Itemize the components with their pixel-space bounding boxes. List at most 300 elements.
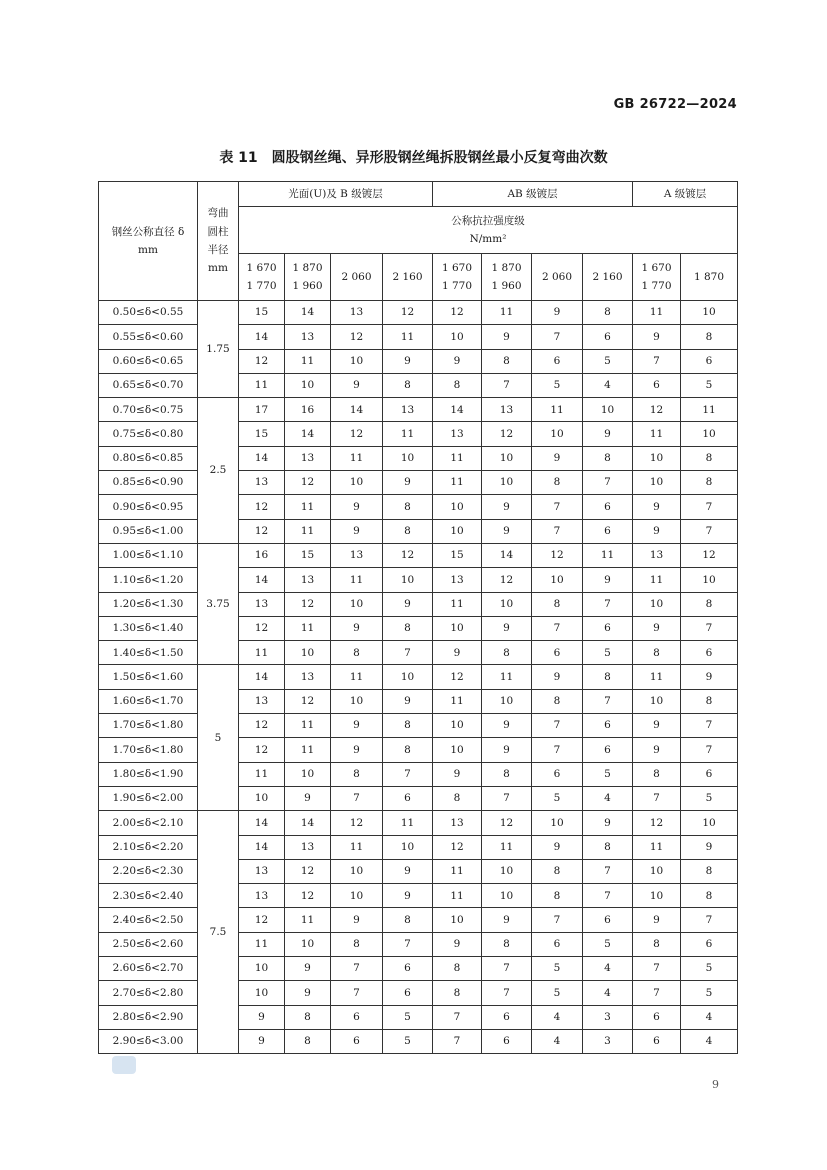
bend-count-cell: 10: [482, 592, 532, 616]
bend-count-cell: 11: [285, 738, 331, 762]
bend-count-cell: 5: [681, 786, 738, 810]
header-diameter: [99, 182, 198, 301]
bend-count-cell: 9: [433, 762, 482, 786]
bend-count-cell: 10: [285, 762, 331, 786]
bend-count-cell: 5: [681, 373, 738, 397]
bend-count-cell: 9: [239, 1029, 285, 1053]
strength-grade-value: 1 870: [491, 261, 522, 274]
bend-count-cell: 11: [285, 714, 331, 738]
bend-count-cell: 4: [681, 1029, 738, 1053]
strength-grade-value: 1 670: [246, 261, 277, 274]
bend-count-cell: 8: [383, 373, 433, 397]
bend-count-cell: 15: [285, 543, 331, 567]
header-strength-grade: [633, 254, 681, 301]
bend-count-cell: 7: [433, 1029, 482, 1053]
bend-count-cell: 11: [633, 568, 681, 592]
bend-count-cell: 6: [681, 762, 738, 786]
bend-count-cell: 7: [681, 738, 738, 762]
bend-count-cell: 12: [239, 714, 285, 738]
bend-count-cell: 7: [681, 495, 738, 519]
bend-count-cell: 5: [583, 349, 633, 373]
bend-count-cell: 5: [532, 786, 583, 810]
bend-count-cell: 9: [532, 301, 583, 325]
header-strength-unit: N/mm²: [469, 233, 507, 245]
bend-count-cell: 14: [239, 665, 285, 689]
diameter-range-cell: 0.70≤δ<0.75: [99, 398, 198, 422]
bend-count-cell: 9: [583, 422, 633, 446]
bend-count-cell: 9: [583, 568, 633, 592]
bend-count-cell: 9: [583, 811, 633, 835]
bend-count-cell: 12: [239, 908, 285, 932]
bend-count-cell: 11: [681, 398, 738, 422]
diameter-range-cell: 2.30≤δ<2.40: [99, 884, 198, 908]
bend-count-cell: 7: [532, 495, 583, 519]
bend-count-cell: 9: [331, 519, 383, 543]
bend-count-cell: 12: [239, 519, 285, 543]
bend-count-cell: 9: [331, 373, 383, 397]
bend-count-cell: 8: [285, 1029, 331, 1053]
diameter-range-cell: 0.85≤δ<0.90: [99, 471, 198, 495]
bend-count-cell: 10: [681, 568, 738, 592]
bend-count-cell: 6: [532, 641, 583, 665]
bend-count-cell: 12: [482, 568, 532, 592]
bend-count-cell: 7: [633, 349, 681, 373]
bend-count-cell: 8: [331, 641, 383, 665]
diameter-range-cell: 1.80≤δ<1.90: [99, 762, 198, 786]
bend-count-cell: 7: [532, 616, 583, 640]
bend-count-cell: 7: [633, 786, 681, 810]
bend-count-cell: 10: [633, 689, 681, 713]
bend-count-cell: 10: [331, 859, 383, 883]
bend-count-cell: 14: [433, 398, 482, 422]
bend-count-cell: 5: [583, 932, 633, 956]
table-row: [99, 786, 738, 810]
bend-count-cell: 11: [383, 325, 433, 349]
bend-count-cell: 10: [331, 349, 383, 373]
bend-count-cell: 8: [532, 689, 583, 713]
bend-count-cell: 6: [583, 908, 633, 932]
diameter-range-cell: 2.20≤δ<2.30: [99, 859, 198, 883]
bend-count-cell: 13: [285, 835, 331, 859]
bend-count-cell: 7: [681, 616, 738, 640]
bend-count-cell: 9: [433, 349, 482, 373]
bend-count-cell: 9: [633, 325, 681, 349]
header-diameter-line1: 钢丝公称直径 δ: [111, 225, 185, 238]
bend-count-cell: 11: [285, 616, 331, 640]
bend-count-cell: 11: [482, 301, 532, 325]
table-row: [99, 714, 738, 738]
bend-count-cell: 6: [532, 762, 583, 786]
diameter-range-cell: 0.95≤δ<1.00: [99, 519, 198, 543]
table-row: [99, 325, 738, 349]
diameter-range-cell: 1.70≤δ<1.80: [99, 714, 198, 738]
bend-count-cell: 12: [285, 884, 331, 908]
header-strength-grade: [383, 254, 433, 301]
bend-count-cell: 9: [331, 616, 383, 640]
diameter-range-cell: 2.80≤δ<2.90: [99, 1005, 198, 1029]
bend-count-cell: 9: [633, 908, 681, 932]
bend-count-cell: 11: [633, 835, 681, 859]
bend-count-cell: 6: [331, 1029, 383, 1053]
bend-radius-cell: 3.75: [198, 543, 239, 664]
bend-count-cell: 6: [583, 519, 633, 543]
bend-count-cell: 8: [482, 349, 532, 373]
bend-count-cell: 14: [239, 568, 285, 592]
bend-count-cell: 7: [482, 957, 532, 981]
diameter-range-cell: 1.50≤δ<1.60: [99, 665, 198, 689]
diameter-range-cell: 0.55≤δ<0.60: [99, 325, 198, 349]
bend-count-cell: 12: [433, 665, 482, 689]
table-row: [99, 543, 738, 567]
standard-code: GB 26722—2024: [613, 97, 737, 112]
bend-count-cell: 10: [482, 859, 532, 883]
bend-count-cell: 10: [633, 471, 681, 495]
bend-count-cell: 5: [583, 762, 633, 786]
table-row: [99, 398, 738, 422]
bend-count-cell: 9: [433, 932, 482, 956]
bend-count-cell: 11: [285, 495, 331, 519]
bend-count-cell: 11: [331, 665, 383, 689]
bend-count-cell: 12: [239, 738, 285, 762]
bend-count-cell: 10: [433, 616, 482, 640]
bend-count-cell: 8: [331, 762, 383, 786]
bend-count-table: [98, 181, 738, 1054]
bend-count-cell: 12: [633, 398, 681, 422]
bend-count-cell: 12: [482, 811, 532, 835]
bend-count-cell: 5: [532, 957, 583, 981]
bend-count-cell: 11: [239, 373, 285, 397]
bend-count-cell: 12: [331, 422, 383, 446]
strength-grade-value: 1 870: [292, 261, 323, 274]
header-diameter-unit: mm: [138, 244, 158, 256]
table-row: [99, 446, 738, 470]
bend-count-cell: 10: [433, 495, 482, 519]
bend-count-cell: 9: [532, 446, 583, 470]
bend-count-cell: 8: [383, 495, 433, 519]
bend-count-cell: 7: [681, 714, 738, 738]
bend-count-cell: 12: [285, 592, 331, 616]
bend-count-cell: 9: [331, 495, 383, 519]
bend-count-cell: 7: [583, 689, 633, 713]
bend-count-cell: 14: [482, 543, 532, 567]
bend-count-cell: 10: [331, 689, 383, 713]
bend-count-cell: 6: [633, 1029, 681, 1053]
bend-count-cell: 11: [383, 422, 433, 446]
bend-count-cell: 11: [331, 568, 383, 592]
bend-count-cell: 10: [681, 422, 738, 446]
bend-count-cell: 7: [583, 471, 633, 495]
bend-count-cell: 13: [633, 543, 681, 567]
bend-count-cell: 9: [285, 957, 331, 981]
diameter-range-cell: 0.65≤δ<0.70: [99, 373, 198, 397]
strength-grade-value: 1 870: [693, 270, 725, 283]
bend-count-cell: 13: [331, 301, 383, 325]
bend-count-cell: 11: [633, 422, 681, 446]
bend-count-cell: 5: [681, 957, 738, 981]
header-strength-grade: [681, 254, 738, 301]
bend-count-cell: 9: [383, 884, 433, 908]
bend-count-cell: 10: [482, 689, 532, 713]
bend-radius-cell: 7.5: [198, 811, 239, 1054]
bend-count-cell: 12: [433, 301, 482, 325]
bend-count-cell: 13: [285, 446, 331, 470]
table-row: [99, 495, 738, 519]
bend-count-cell: 8: [285, 1005, 331, 1029]
table-row: [99, 811, 738, 835]
bend-count-cell: 6: [482, 1029, 532, 1053]
bend-count-cell: 8: [583, 446, 633, 470]
bend-count-cell: 10: [681, 811, 738, 835]
bend-count-cell: 9: [482, 738, 532, 762]
bend-count-cell: 16: [239, 543, 285, 567]
bend-count-cell: 9: [331, 738, 383, 762]
diameter-range-cell: 1.30≤δ<1.40: [99, 616, 198, 640]
bend-count-cell: 7: [532, 908, 583, 932]
bend-count-cell: 10: [532, 422, 583, 446]
bend-count-cell: 13: [331, 543, 383, 567]
bend-count-cell: 5: [532, 981, 583, 1005]
bend-count-cell: 10: [633, 446, 681, 470]
header-radius-line3: 半径: [207, 244, 229, 256]
bend-count-cell: 5: [583, 641, 633, 665]
strength-grade-value: 1 960: [292, 280, 323, 292]
table-row: [99, 981, 738, 1005]
bend-count-cell: 9: [331, 714, 383, 738]
header-strength-grade: [482, 254, 532, 301]
bend-count-cell: 10: [433, 714, 482, 738]
strength-grade-value: 1 670: [441, 261, 473, 274]
diameter-range-cell: 2.40≤δ<2.50: [99, 908, 198, 932]
bend-count-cell: 7: [583, 859, 633, 883]
bend-count-cell: 11: [633, 665, 681, 689]
diameter-range-cell: 0.80≤δ<0.85: [99, 446, 198, 470]
bend-count-cell: 4: [532, 1005, 583, 1029]
table-row: [99, 301, 738, 325]
bend-count-cell: 9: [532, 665, 583, 689]
bend-count-cell: 8: [383, 908, 433, 932]
bend-count-cell: 10: [482, 884, 532, 908]
strength-grade-value: 1 960: [491, 280, 522, 292]
bend-count-cell: 8: [331, 932, 383, 956]
bend-count-cell: 7: [532, 738, 583, 762]
bend-count-cell: 6: [532, 932, 583, 956]
bend-count-cell: 9: [633, 495, 681, 519]
header-group-u-b: 光面(U)及 B 级镀层: [239, 182, 433, 207]
diameter-range-cell: 0.60≤δ<0.65: [99, 349, 198, 373]
diameter-range-cell: 2.60≤δ<2.70: [99, 957, 198, 981]
bend-count-cell: 12: [681, 543, 738, 567]
bend-count-cell: 6: [633, 1005, 681, 1029]
bend-count-cell: 11: [239, 762, 285, 786]
bend-count-cell: 12: [285, 689, 331, 713]
bend-count-cell: 7: [383, 762, 433, 786]
bend-count-cell: 12: [383, 543, 433, 567]
bend-count-cell: 10: [633, 592, 681, 616]
bend-count-cell: 6: [583, 495, 633, 519]
header-strength-grade: [239, 254, 285, 301]
bend-count-cell: 5: [532, 373, 583, 397]
bend-count-cell: 8: [532, 884, 583, 908]
bend-count-cell: 5: [681, 981, 738, 1005]
bend-count-cell: 13: [239, 859, 285, 883]
bend-count-cell: 4: [583, 373, 633, 397]
bend-radius-cell: 5: [198, 665, 239, 811]
header-strength-line1: 公称抗拉强度级: [451, 214, 525, 227]
bend-count-cell: 8: [681, 446, 738, 470]
bend-count-cell: 7: [331, 981, 383, 1005]
bend-count-cell: 8: [633, 762, 681, 786]
header-strength-grade: [583, 254, 633, 301]
bend-count-cell: 12: [633, 811, 681, 835]
bend-count-cell: 7: [331, 957, 383, 981]
bend-count-cell: 7: [583, 884, 633, 908]
diameter-range-cell: 1.20≤δ<1.30: [99, 592, 198, 616]
header-strength-grade: [285, 254, 331, 301]
bend-count-cell: 11: [331, 835, 383, 859]
table-title: 表 11 圆股钢丝绳、异形股钢丝绳拆股钢丝最小反复弯曲次数: [219, 150, 608, 166]
bend-count-cell: 10: [331, 884, 383, 908]
bend-count-cell: 14: [285, 811, 331, 835]
header-strength-grade: [331, 254, 383, 301]
bend-count-cell: 11: [285, 349, 331, 373]
bend-count-cell: 12: [239, 349, 285, 373]
bend-count-cell: 13: [239, 884, 285, 908]
bend-count-cell: 8: [383, 738, 433, 762]
bend-count-cell: 7: [433, 1005, 482, 1029]
bend-count-cell: 9: [482, 714, 532, 738]
bend-count-cell: 16: [285, 398, 331, 422]
table-row: [99, 349, 738, 373]
bend-count-cell: 9: [383, 689, 433, 713]
bend-count-cell: 10: [633, 859, 681, 883]
bend-count-cell: 9: [633, 616, 681, 640]
bend-count-cell: 10: [285, 932, 331, 956]
diameter-range-cell: 2.70≤δ<2.80: [99, 981, 198, 1005]
bend-count-cell: 12: [331, 811, 383, 835]
bend-count-cell: 7: [331, 786, 383, 810]
bend-count-cell: 14: [239, 446, 285, 470]
bend-count-cell: 12: [239, 616, 285, 640]
strength-grade-value: 1 770: [441, 280, 473, 292]
page-number: 9: [712, 1078, 719, 1091]
bend-count-cell: 7: [532, 714, 583, 738]
bend-count-cell: 7: [583, 592, 633, 616]
bend-count-cell: 9: [383, 349, 433, 373]
bend-count-cell: 6: [681, 349, 738, 373]
bend-count-cell: 13: [482, 398, 532, 422]
table-row: [99, 689, 738, 713]
bend-count-cell: 11: [433, 592, 482, 616]
bend-count-cell: 13: [433, 568, 482, 592]
bend-count-cell: 7: [532, 325, 583, 349]
bend-count-cell: 6: [383, 981, 433, 1005]
bend-count-cell: 8: [383, 519, 433, 543]
bend-count-cell: 9: [681, 665, 738, 689]
bend-count-cell: 14: [285, 301, 331, 325]
bend-count-cell: 8: [532, 471, 583, 495]
bend-count-cell: 11: [239, 932, 285, 956]
bend-count-cell: 13: [285, 665, 331, 689]
bend-count-cell: 8: [633, 932, 681, 956]
bend-count-cell: 7: [482, 373, 532, 397]
bend-count-cell: 9: [482, 325, 532, 349]
bend-count-cell: 8: [532, 859, 583, 883]
bend-count-cell: 10: [383, 665, 433, 689]
diameter-range-cell: 2.90≤δ<3.00: [99, 1029, 198, 1053]
diameter-range-cell: 0.90≤δ<0.95: [99, 495, 198, 519]
bend-count-cell: 12: [532, 543, 583, 567]
diameter-range-cell: 0.75≤δ<0.80: [99, 422, 198, 446]
bend-count-cell: 8: [583, 301, 633, 325]
header-radius-unit: mm: [208, 262, 228, 275]
bend-count-cell: 8: [433, 786, 482, 810]
bend-count-cell: 9: [681, 835, 738, 859]
bend-count-cell: 14: [239, 835, 285, 859]
bend-count-cell: 9: [482, 616, 532, 640]
strength-grade-value: 2 160: [592, 270, 623, 283]
diameter-range-cell: 2.50≤δ<2.60: [99, 932, 198, 956]
bend-count-cell: 15: [433, 543, 482, 567]
bend-count-cell: 8: [681, 859, 738, 883]
bend-count-cell: 9: [285, 786, 331, 810]
bend-count-cell: 11: [433, 446, 482, 470]
header-strength-grade: [532, 254, 583, 301]
bend-count-cell: 8: [681, 325, 738, 349]
bend-count-cell: 9: [482, 908, 532, 932]
table-row: [99, 1005, 738, 1029]
bend-count-cell: 10: [583, 398, 633, 422]
bend-count-cell: 12: [433, 835, 482, 859]
table-row: [99, 957, 738, 981]
bend-count-cell: 10: [239, 981, 285, 1005]
bend-count-cell: 9: [633, 738, 681, 762]
bend-count-cell: 8: [681, 592, 738, 616]
bend-count-cell: 10: [331, 592, 383, 616]
table-row: [99, 592, 738, 616]
bend-count-cell: 14: [285, 422, 331, 446]
bend-count-cell: 11: [433, 884, 482, 908]
bend-count-cell: 8: [532, 592, 583, 616]
bend-count-cell: 8: [681, 884, 738, 908]
diameter-range-cell: 2.00≤δ<2.10: [99, 811, 198, 835]
bend-count-cell: 6: [532, 349, 583, 373]
bend-count-cell: 10: [633, 884, 681, 908]
bend-count-cell: 8: [482, 932, 532, 956]
header-strength-label: [239, 207, 738, 254]
bend-count-cell: 9: [383, 471, 433, 495]
bend-count-cell: 8: [433, 373, 482, 397]
bend-count-cell: 15: [239, 422, 285, 446]
bend-count-cell: 13: [239, 689, 285, 713]
bend-count-cell: 10: [482, 446, 532, 470]
bend-count-cell: 11: [482, 665, 532, 689]
table-row: [99, 738, 738, 762]
bend-count-cell: 8: [681, 689, 738, 713]
table-row: [99, 884, 738, 908]
bend-count-cell: 7: [482, 786, 532, 810]
header-radius-line1: 弯曲: [207, 207, 229, 220]
bend-count-cell: 10: [331, 471, 383, 495]
strength-grade-value: 2 160: [392, 270, 423, 283]
header-group-ab: AB 级镀层: [433, 182, 633, 207]
bend-count-cell: 13: [285, 568, 331, 592]
table-row: [99, 908, 738, 932]
bend-count-cell: 11: [633, 301, 681, 325]
bend-count-cell: 12: [331, 325, 383, 349]
bend-count-cell: 8: [633, 641, 681, 665]
bend-count-cell: 11: [383, 811, 433, 835]
bend-count-cell: 12: [383, 301, 433, 325]
